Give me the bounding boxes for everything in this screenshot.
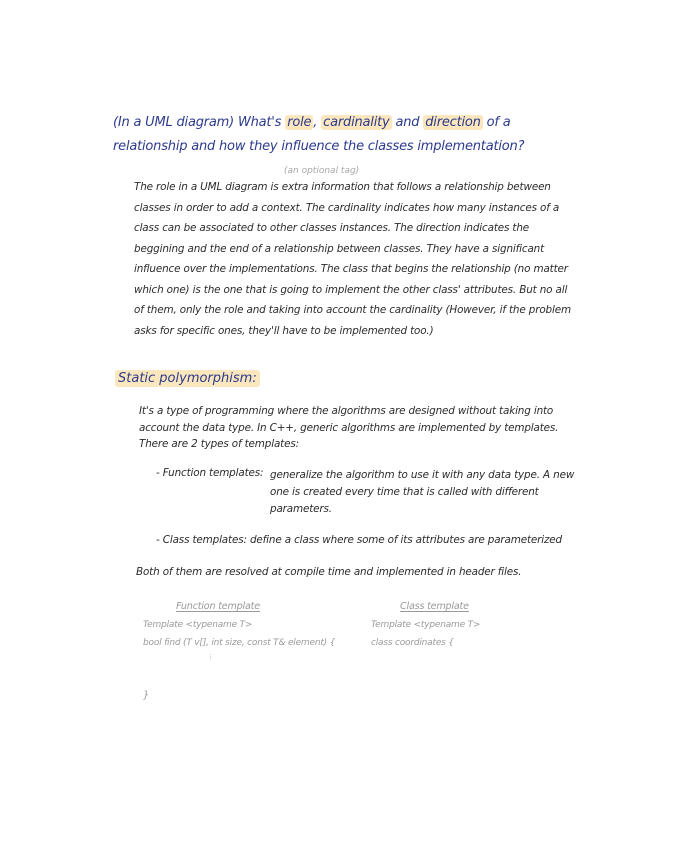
- highlight-cardinality: cardinality: [323, 115, 390, 130]
- function-template-title: Function template: [176, 601, 260, 612]
- answer-paragraph: The role in a UML diagram is extra information that follows a relationship between classes in order to add a context. The cardinality indicates how many instances of a class can be associated to other classes instances. The direction indicates the beggining and the end of a relationship between classes. They have a significant influence over the implementations. The class that begins the relationship (no matter which one) is the one that is going to implement the other class' attributes. But no all of them, only the role and taking into account the cardinality (However, if the problem asks for specific ones, they'll have to be implemented too.): [134, 181, 571, 337]
- class-template-line2: class coordinates {: [371, 638, 454, 648]
- class-template-example: [371, 598, 571, 652]
- question-heading: [113, 111, 553, 159]
- conclusion-text: Both of them are resolved at compile time and implemented in header files.: [136, 566, 522, 578]
- optional-tag-note: (an optional tag): [284, 166, 360, 176]
- section-title-static-polymorphism: Static polymorphism:: [115, 370, 260, 387]
- function-templates-label: - Function templates:: [156, 467, 264, 479]
- question-sep1: ,: [313, 115, 322, 130]
- intro-paragraph: It's a type of programming where the algorithms are designed without taking into account the data type. In C++, generic algorithms are implemented by templates. There are 2 types of templates:: [139, 405, 559, 450]
- highlight-role: role: [287, 115, 312, 130]
- class-templates-bullet: - Class templates: define a class where some of its attributes are parameterized: [156, 534, 562, 546]
- question-suffix: of a relationship and how they influence the classes implementation?: [113, 115, 525, 154]
- class-template-title: Class template: [400, 601, 469, 612]
- function-template-close: }: [143, 690, 150, 701]
- class-template-line1: Template <typename T>: [371, 620, 481, 630]
- function-template-line1: Template <typename T>: [143, 620, 253, 630]
- function-template-line2: bool find (T v[], int size, const T& element) {: [143, 638, 336, 648]
- question-sep2: and: [391, 115, 424, 130]
- question-prefix: (In a UML diagram) What's: [113, 115, 286, 130]
- function-template-example: [143, 598, 383, 652]
- function-templates-description: generalize the algorithm to use it with any data type. A new one is created every time that is called with different parameters.: [270, 469, 575, 515]
- ellipsis-dots: ⋮: [207, 653, 214, 661]
- highlight-direction: direction: [425, 115, 481, 130]
